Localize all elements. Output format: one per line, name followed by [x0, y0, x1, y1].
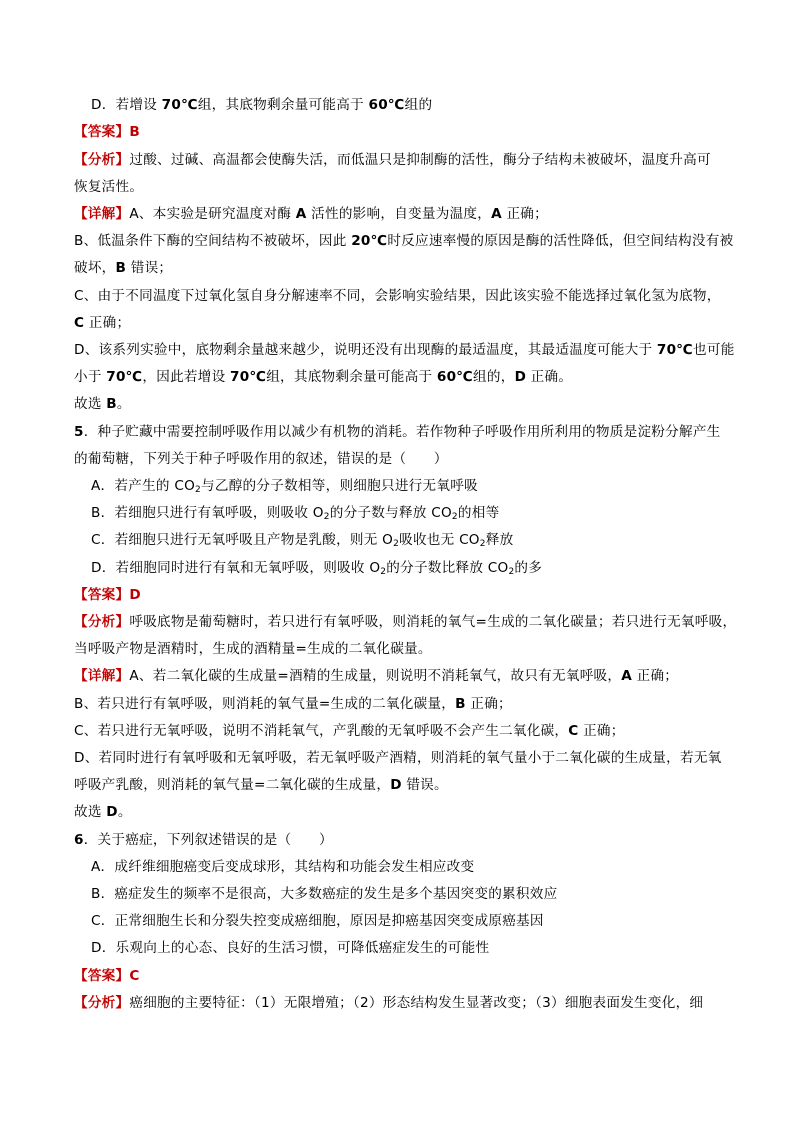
conclusion-q4 [74, 395, 131, 413]
option-d-q5 [91, 559, 542, 577]
label-tag: 【详解】 [74, 668, 130, 684]
text-run: B、低温条件下酶的空间结构不被破坏，因此 [74, 233, 352, 249]
text-run: A [295, 206, 307, 222]
text-run: B．癌症发生的频率不是很高，大多数癌症的发生是多个基因突变的累积效应 [91, 886, 558, 902]
text-run: A [621, 668, 633, 684]
option-b-q6 [91, 885, 557, 903]
analysis-q6 [74, 994, 703, 1012]
explanation-q5-b [74, 695, 512, 713]
text-run: 60℃ [368, 97, 405, 113]
answer-q5 [74, 586, 141, 604]
question-6-stem [74, 831, 333, 849]
text-run: 正确； [501, 206, 548, 222]
analysis-q4 [74, 151, 711, 169]
text-run: 故选 [74, 804, 107, 820]
subscript: 2 [451, 512, 458, 522]
text-run: C [74, 315, 85, 331]
explanation-q4-c-cont [74, 314, 130, 332]
explanation-q4-a [74, 205, 548, 223]
text-run: A．若产生的 CO [91, 478, 196, 494]
text-run: B、若只进行有氧呼吸，则消耗的氧气量=生成的二氧化碳量， [74, 696, 456, 712]
option-c-q5 [91, 531, 513, 549]
text-run: 。 [117, 804, 132, 820]
explanation-q4-d-cont [74, 368, 572, 386]
label-tag: 【详解】 [74, 206, 130, 222]
text-run: D．若增设 [91, 97, 162, 113]
text-run: C．正常细胞生长和分裂失控变成癌细胞，原因是抑癌基因突变成原癌基因 [91, 913, 544, 929]
text-run: 正确； [578, 723, 625, 739]
text-run: 组，其底物剩余量可能高于 [266, 369, 437, 385]
text-run: 吸收也无 CO [399, 532, 480, 548]
explanation-q4-b [74, 232, 733, 250]
text-run: 70℃ [230, 369, 267, 385]
label-tag: D [129, 587, 141, 603]
answer-q6 [74, 967, 140, 985]
text-run: 20℃ [351, 233, 388, 249]
text-run: A、若二氧化碳的生成量=酒精的生成量，则说明不消耗氧气，故只有无氧呼吸， [129, 668, 622, 684]
subscript: 2 [380, 567, 387, 577]
option-a-q6 [91, 858, 474, 876]
label-tag: C [129, 968, 140, 984]
text-run: D．乐观向上的心态、良好的生活习惯，可降低癌症发生的可能性 [91, 940, 490, 956]
label-tag: 【分析】 [74, 995, 130, 1011]
text-run: 呼吸底物是葡萄糖时，若只进行有氧呼吸，则消耗的氧气=生成的二氧化碳量；若只进行无氧呼吸， [129, 614, 737, 630]
text-run: C [568, 723, 579, 739]
text-run: 与乙醇的分子数相等，则细胞只进行无氧呼吸 [201, 478, 478, 494]
text-run: 过酸、过碱、高温都会使酶失活，而低温只是抑制酶的活性，酶分子结构未被破坏，温度升高可 [129, 152, 711, 168]
option-a-q5 [91, 477, 478, 495]
text-run: A [491, 206, 502, 222]
label-tag: 【答案】 [74, 587, 130, 603]
text-run: 破坏， [74, 260, 116, 276]
text-run: A、本实验是研究温度对酶 [129, 206, 296, 222]
text-run: 活性的影响，自变量为温度， [306, 206, 492, 222]
explanation-q5-d [74, 749, 722, 767]
option-c-q6 [91, 912, 544, 930]
text-run: 错误； [126, 260, 173, 276]
text-run: 的分子数与释放 CO [329, 505, 452, 521]
option-d-q6 [91, 939, 489, 957]
text-run: D [390, 777, 402, 793]
text-run: 组，其底物剩余量可能高于 [197, 97, 369, 113]
text-run: 组的， [473, 369, 515, 385]
text-run: 的多 [514, 560, 543, 576]
subscript: 2 [479, 539, 486, 549]
text-run: 正确； [465, 696, 512, 712]
text-run: B [115, 260, 127, 276]
explanation-q5-c [74, 722, 625, 740]
text-run: 70℃ [656, 342, 694, 358]
text-run: C．若细胞只进行无氧呼吸且产物是乳酸，则无 O [91, 532, 394, 548]
text-run: 。 [116, 396, 131, 412]
text-run: C、由于不同温度下过氧化氢自身分解速率不同，会影响实验结果，因此该实验不能选择过氧化氢为底物， [74, 288, 721, 304]
analysis-q4-cont [74, 178, 143, 196]
subscript: 2 [393, 539, 400, 549]
option-b-q5 [91, 504, 499, 522]
text-run: 也可能 [693, 342, 735, 358]
text-run: 正确。 [526, 369, 573, 385]
question-5-stem-cont [74, 450, 448, 468]
subscript: 2 [323, 512, 330, 522]
answer-q4 [74, 123, 140, 141]
label-tag: 【答案】 [74, 124, 130, 140]
text-run: 癌细胞的主要特征：（1）无限增殖；（2）形态结构发生显著改变；（3）细胞表面发生变化，细 [129, 995, 704, 1011]
text-run: 70℃ [161, 97, 198, 113]
text-run: 错误。 [401, 777, 448, 793]
text-run: 释放 [485, 532, 514, 548]
text-run: 组的 [404, 97, 433, 113]
text-run: 时反应速率慢的原因是酶的活性降低，但空间结构没有被 [387, 233, 734, 249]
label-tag: 【答案】 [74, 968, 130, 984]
explanation-q5-a [74, 667, 678, 685]
text-run: D、该系列实验中，底物剩余量越来越少，说明还没有出现酶的最适温度，其最适温度可能大于 [74, 342, 657, 358]
text-run: A．成纤维细胞癌变后变成球形，其结构和功能会发生相应改变 [91, 859, 475, 875]
text-run: 故选 [74, 396, 107, 412]
text-run: 的相等 [457, 505, 500, 521]
explanation-q4-b-cont [74, 259, 172, 277]
question-5-stem [74, 423, 721, 441]
text-run: 小于 [74, 369, 107, 385]
label-tag: B [129, 124, 140, 140]
text-run: 6 [74, 832, 84, 848]
text-run: C、若只进行无氧呼吸，说明不消耗氧气，产乳酸的无氧呼吸不会产生二氧化碳， [74, 723, 569, 739]
explanation-q4-d [74, 341, 735, 359]
conclusion-q5 [74, 803, 132, 821]
subscript: 2 [195, 485, 202, 495]
text-run: B [106, 396, 117, 412]
text-run: 呼吸产乳酸，则消耗的氧气量=二氧化碳的生成量， [74, 777, 391, 793]
explanation-q5-d-cont [74, 776, 448, 794]
text-run: 正确； [84, 315, 131, 331]
analysis-q5 [74, 613, 736, 631]
text-run: 70℃ [106, 369, 143, 385]
text-run: D [106, 804, 118, 820]
label-tag: 【分析】 [74, 152, 130, 168]
text-run: 5 [74, 424, 84, 440]
option-d-q4 [91, 96, 432, 114]
explanation-q4-c [74, 287, 721, 305]
text-run: 恢复活性。 [74, 179, 144, 195]
text-run: D [514, 369, 527, 385]
text-run: 的分子数比释放 CO [386, 560, 509, 576]
text-run: D．若细胞同时进行有氧和无氧呼吸，则吸收 O [91, 560, 381, 576]
text-run: ，因此若增设 [142, 369, 231, 385]
text-run: D、若同时进行有氧呼吸和无氧呼吸，若无氧呼吸产酒精，则消耗的氧气量小于二氧化碳的生成量，若无氧 [74, 750, 722, 766]
text-run: ．种子贮藏中需要控制呼吸作用以减少有机物的消耗。若作物种子呼吸作用所利用的物质是淀粉分解产生 [83, 424, 721, 440]
text-run: B [455, 696, 466, 712]
text-run: B．若细胞只进行有氧呼吸，则吸收 O [91, 505, 324, 521]
analysis-q5-cont [74, 640, 432, 658]
text-run: 60℃ [436, 369, 474, 385]
text-run: 当呼吸产物是酒精时，生成的酒精量=生成的二氧化碳量。 [74, 641, 432, 657]
subscript: 2 [508, 567, 515, 577]
text-run: 的葡萄糖，下列关于种子呼吸作用的叙述，错误的是（ ） [74, 451, 448, 467]
text-run: ．关于癌症，下列叙述错误的是（ ） [83, 832, 333, 848]
text-run: 正确； [632, 668, 679, 684]
label-tag: 【分析】 [74, 614, 130, 630]
